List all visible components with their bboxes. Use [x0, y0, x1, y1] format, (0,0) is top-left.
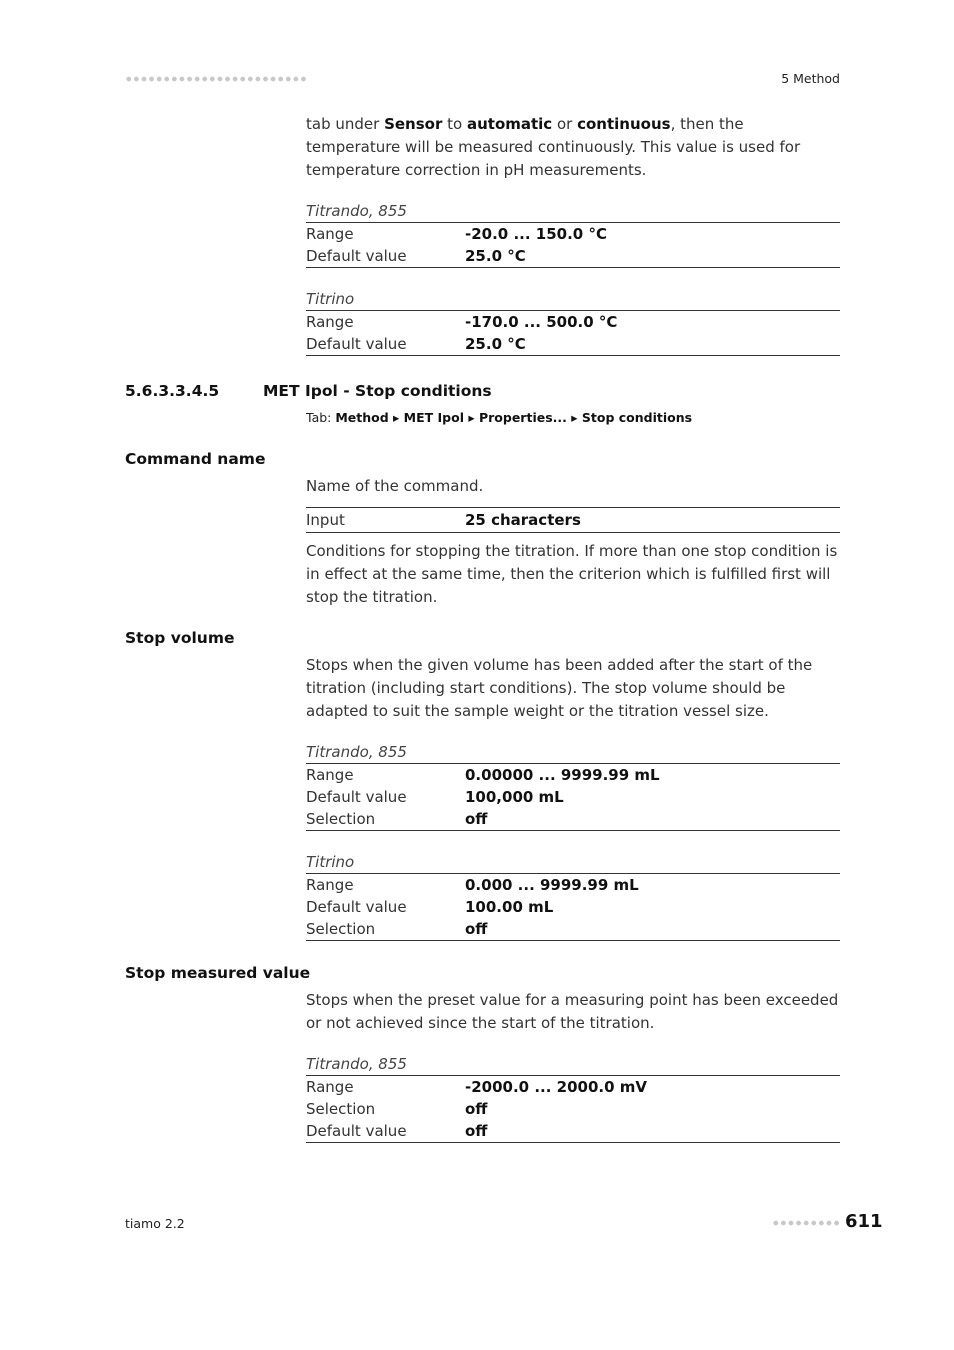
table-title: Titrando, 855 [306, 1053, 840, 1076]
page-number: 611 [845, 1211, 883, 1232]
temp-table-titrino [306, 288, 840, 356]
stop-volume-table-titrando [306, 741, 840, 831]
command-name-input-table [306, 507, 840, 533]
temp-table-titrando [306, 200, 840, 268]
table-row: Selection off [306, 920, 488, 938]
table-row: Range -20.0 ... 150.0 °C [306, 225, 607, 243]
header-decoration [125, 74, 307, 84]
table-row: Input 25 characters [306, 511, 581, 529]
table-row: Selection off [306, 810, 488, 828]
product-name: tiamo 2.2 [125, 1216, 185, 1231]
section-title: MET Ipol - Stop conditions [263, 382, 492, 400]
table-row: Default value 25.0 °C [306, 335, 526, 353]
stop-volume-description: Stops when the given volume has been added after the start of the titration (including start conditions). The stop volume should be adapted to suit the sample weight or the titration vessel size. [306, 656, 813, 720]
footer-decoration [772, 1218, 840, 1228]
table-row: Selection off [306, 1100, 488, 1118]
stop-measured-heading: Stop measured value [125, 964, 311, 982]
stop-volume-table-titrino [306, 851, 840, 941]
table-title: Titrino [306, 851, 840, 874]
table-row: Default value off [306, 1122, 488, 1140]
section-number: 5.6.3.3.4.5 [125, 382, 220, 400]
table-row: Range -2000.0 ... 2000.0 mV [306, 1078, 647, 1096]
stop-measured-description: Stops when the preset value for a measuring point has been exceeded or not achieved since the start of the titration. [306, 991, 839, 1032]
table-title: Titrando, 855 [306, 200, 840, 223]
table-row: Range 0.00000 ... 9999.99 mL [306, 766, 660, 784]
stop-volume-heading: Stop volume [125, 629, 235, 647]
table-row: Default value 100,000 mL [306, 788, 564, 806]
stop-measured-table-titrando [306, 1053, 840, 1143]
chapter-label: 5 Method [781, 71, 840, 86]
table-row: Default value 25.0 °C [306, 247, 526, 265]
table-row: Default value 100.00 mL [306, 898, 554, 916]
intro-paragraph: tab under Sensor to automatic or continuous, then the temperature will be measured continuously. This value is used for temperature correction in pH measurements. [306, 115, 801, 179]
table-title: Titrando, 855 [306, 741, 840, 764]
table-row: Range 0.000 ... 9999.99 mL [306, 876, 639, 894]
command-name-block: Name of the command. [306, 477, 484, 495]
command-name-heading: Command name [125, 450, 266, 468]
table-row: Range -170.0 ... 500.0 °C [306, 313, 618, 331]
tab-path: Tab: Method ▸ MET Ipol ▸ Properties... ▸ Stop conditions [306, 410, 693, 425]
table-title: Titrino [306, 288, 840, 311]
stop-conditions-description: Conditions for stopping the titration. If more than one stop condition is in effect at the same time, then the criterion which is fulfilled first will stop the titration. [306, 542, 838, 606]
